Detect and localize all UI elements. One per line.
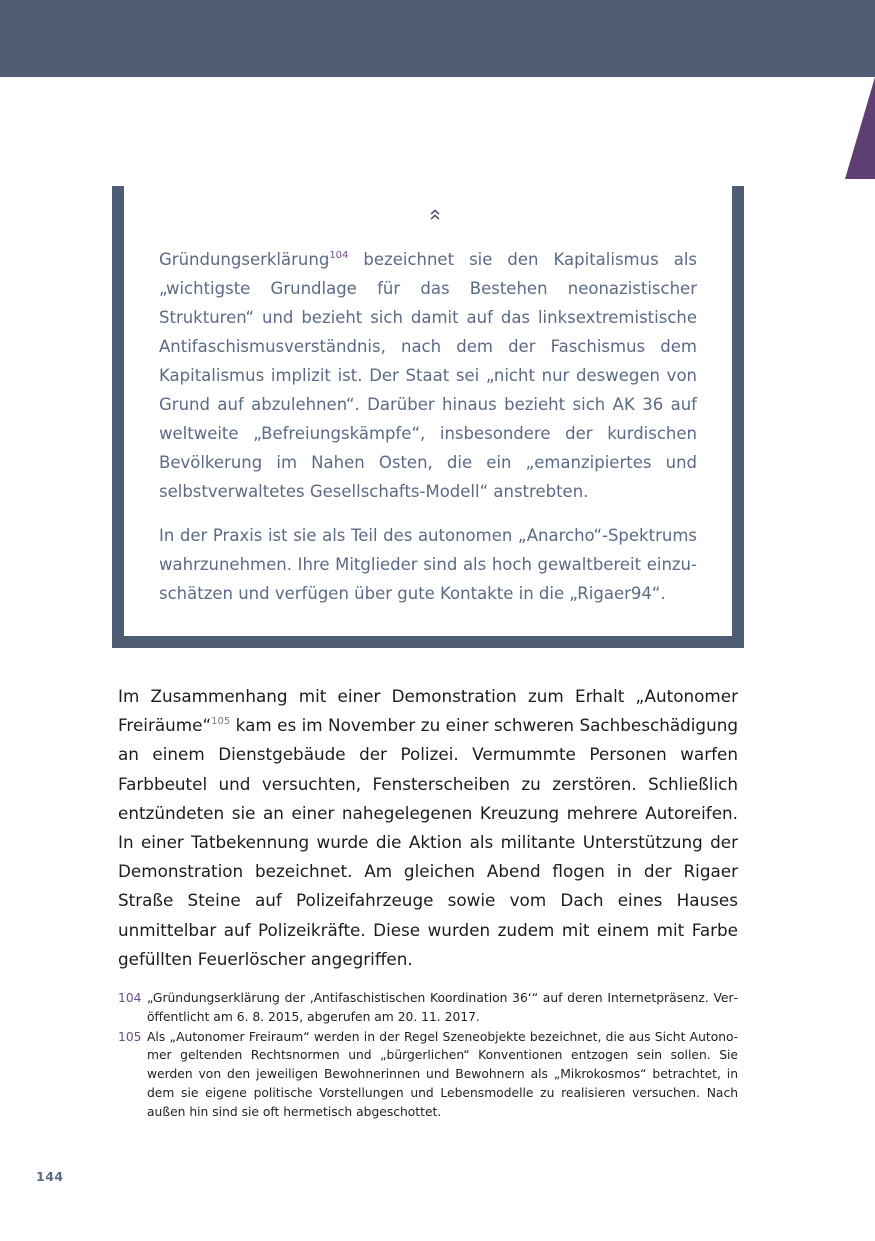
footnote-number: 105 [118, 1029, 142, 1044]
corner-accent-wedge [845, 77, 875, 179]
text-run: Im Zusammenhang mit einer Demonstration zum Erhalt „Autonomer Freiräume“ [118, 686, 738, 736]
info-box-paragraph [159, 245, 697, 506]
footnote-number: 104 [118, 991, 142, 1005]
footnotes [118, 989, 738, 1123]
text-run: bezeichnet sie den Kapitalismus als „wichtigste Grundlage für das Bestehen neonazistischer Strukturen“ und bezieht sich damit auf das linksextremistische Antifaschismusverständnis, nach dem der Faschismus dem Kapitalismus implizit ist. Der Staat sei „nicht nur deswegen von Grund auf abzulehnen“. Darüber hinaus bezieht sich AK 36 auf weltweite „Befreiungskämpfe“, insbesondere der kurdischen Bevölkerung im Nahen Osten, die ein „emanzipiertes und selbstverwaltetes Gesellschafts-Modell“ anstrebten. [159, 250, 697, 501]
info-box-paragraph: In der Praxis ist sie als Teil des autonomen „Anarcho“-Spektrums wahrzunehmen. Ihre Mitglieder sind als hoch gewaltbereit einzuschätzen und verfügen über gute Kontakte in die „Rigaer94“. [159, 526, 697, 603]
info-box-text [159, 245, 697, 608]
page-number: 144 [36, 1169, 64, 1184]
body-paragraph [118, 682, 738, 974]
footnote-ref-104[interactable]: 104 [329, 250, 349, 261]
footnote-text: Als „Autonomer Freiraum“ werden in der Regel Szeneobjekte bezeichnet, die aus Sicht Autonomer geltenden Rechtsnormen und „bürgerlichen“ Konventionen entzogen sein sollen. Sie werden von den jeweiligen Bewohnerinnen und Bewohnern als „Mikrokosmos“ betrachtet, in dem sie eigene politische Vorstellungen und Lebensmodelle zu realisieren versuchen. Nach außen hin sind sie oft hermetisch abgeschottet. [147, 1029, 738, 1119]
footnote-text: „Gründungserklärung der ‚Antifaschistischen Koordination 36‘“ auf deren Internetpräsenz. Veröffentlicht am 6. 8. 2015, abgerufen am 20. 11. 2017. [147, 991, 738, 1024]
footnote-ref-105[interactable]: 105 [211, 716, 231, 728]
body-text [118, 682, 738, 974]
text-run: kam es im November zu einer schweren Sachbeschädigung an einem Dienstgebäude der Polizei. Vermummte Personen warfen Farbbeutel und versuchten, Fensterscheiben zu zerstören. Schließlich entzündeten sie an einer nahegelegenen Kreuzung mehrere Autoreifen. In einer Tatbekennung wurde die Aktion als militante Unterstützung der Demonstration bezeichnet. Am gleichen Abend flogen in der Rigaer Straße Steine auf Polizeifahrzeuge sowie vom Dach eines Hauses unmittelbar auf Polizeikräfte. Diese wurden zudem mit einem mit Farbe gefüllten Feuerlöscher angegriffen. [118, 715, 738, 969]
footnote-105 [118, 1028, 738, 1122]
double-chevron-up-icon[interactable] [428, 208, 442, 222]
header-bar [0, 0, 875, 77]
text-run: Gründungserklärung [159, 250, 330, 269]
footnote-104 [118, 989, 738, 1027]
